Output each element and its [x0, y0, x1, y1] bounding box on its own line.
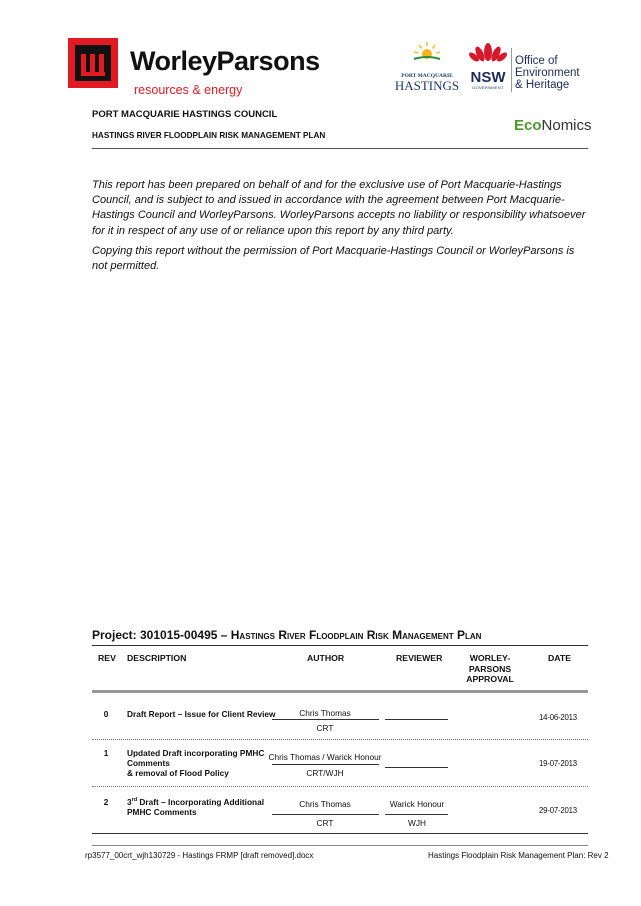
row-divider-2 [92, 786, 588, 787]
row-2-author-initials: CRT [316, 818, 334, 828]
pmh-line1: PORT MACQUARIE [401, 73, 453, 79]
economics-logo [514, 117, 592, 134]
row-2-rev: 2 [103, 797, 109, 807]
economics-eco: Eco [514, 117, 542, 134]
row-1-rev: 1 [103, 748, 109, 758]
project-heading [92, 628, 481, 642]
row-0-author-initials: CRT [316, 723, 334, 733]
row-2-description-rest: Draft – Incorporating Additional PMHC Comments [127, 797, 265, 817]
header-author: AUTHOR [307, 653, 345, 663]
footer-document-title: Hastings Floodplain Risk Management Plan: Rev 2 [428, 851, 609, 860]
row-2-reviewer-initials: WJH [408, 818, 426, 828]
economics-rest: Nomics [541, 117, 592, 134]
row-1-author-initials: CRT/WJH [306, 768, 344, 778]
disclaimer-paragraph-1: This report has been prepared on behalf of and for the exclusive use of Port Macquarie-Hastings Council, and is subject to and issued in accordance with the agreement between Port Macquarie-Hastings Council and WorleyParsons. WorleyParsons accepts no liability or responsibility whatsoever for it in respect of any use of or reliance upon this report by any third party. [92, 179, 586, 237]
header-reviewer: REVIEWER [396, 653, 443, 663]
sun-icon [412, 40, 442, 60]
table-bottom-rule [92, 833, 588, 834]
row-1-author-name: Chris Thomas / Warick Honour [268, 752, 382, 762]
oeh-line1: Office of [515, 55, 558, 67]
port-macquarie-hastings-logo [393, 40, 461, 92]
row-2-author-name: Chris Thomas [299, 799, 351, 809]
row-0-description: Draft Report – Issue for Client Review [127, 709, 276, 719]
disclaimer [92, 178, 592, 274]
company-tagline: resources & energy [134, 83, 243, 97]
header-description: DESCRIPTION [127, 653, 187, 663]
header-approval-line1: WORLEY- [469, 653, 511, 663]
logo-divider [511, 48, 512, 92]
nsw-text: NSW [470, 69, 506, 86]
table-top-rule [92, 645, 588, 646]
footer-divider [92, 845, 588, 846]
oeh-line2: Environment [515, 67, 580, 79]
row-0-author-signature-line [272, 719, 379, 720]
row-divider-1 [92, 739, 588, 740]
pmh-line2: HASTINGS [394, 78, 460, 93]
row-2-reviewer-signature-line [385, 814, 448, 815]
council-name: PORT MACQUARIE HASTINGS COUNCIL [92, 109, 278, 120]
row-0-rev: 0 [103, 709, 109, 719]
row-2-description-sup: rd [131, 797, 138, 804]
row-0-author-name: Chris Thomas [299, 708, 351, 718]
row-1-reviewer-signature-line [385, 767, 448, 768]
header-divider [92, 148, 588, 149]
table-header-rule [92, 690, 588, 693]
row-2-author-signature-line [272, 814, 379, 815]
waratah-icon [468, 42, 508, 64]
project-title: Hastings River Floodplain Risk Management Plan [230, 628, 482, 642]
header-date: DATE [548, 653, 572, 663]
row-1-description-line1: Updated Draft incorporating PMHC Comments [127, 748, 265, 768]
header-approval-line2: PARSONS [468, 663, 512, 674]
oeh-line3: & Heritage [515, 79, 570, 91]
disclaimer-paragraph-2: Copying this report without the permission of Port Macquarie-Hastings Council or WorleyParsons is not permitted. [92, 244, 575, 273]
header-approval [462, 653, 518, 685]
row-1-author-signature-line [272, 764, 379, 765]
worleyparsons-logo [68, 38, 328, 100]
row-2-reviewer-name: Warick Honour [389, 799, 445, 809]
company-name: WorleyParsons [130, 46, 320, 76]
header-rev: REV [98, 653, 116, 663]
nsw-government-logo [466, 42, 510, 92]
plan-title: HASTINGS RIVER FLOODPLAIN RISK MANAGEMENT PLAN [92, 131, 326, 140]
nsw-government-text: GOVERNMENT [472, 85, 504, 90]
row-0-reviewer-signature-line [385, 719, 448, 720]
row-2-date: 29-07-2013 [539, 806, 577, 815]
row-1-description [127, 748, 267, 778]
worleyparsons-mark-icon [68, 38, 118, 88]
row-2-description [127, 797, 277, 817]
row-2-description-num: 3 [127, 797, 132, 807]
row-1-date: 19-07-2013 [539, 759, 577, 768]
footer-filename: rp3577_00crt_wjh130729 - Hastings FRMP [draft removed].docx [85, 851, 314, 860]
oeh-logo-text [515, 55, 580, 91]
project-label: Project: 301015-00495 – [92, 628, 231, 642]
row-0-date: 14-06-2013 [539, 713, 577, 722]
header-approval-line3: APPROVAL [466, 674, 514, 684]
row-1-description-line2: & removal of Flood Policy [127, 768, 229, 778]
